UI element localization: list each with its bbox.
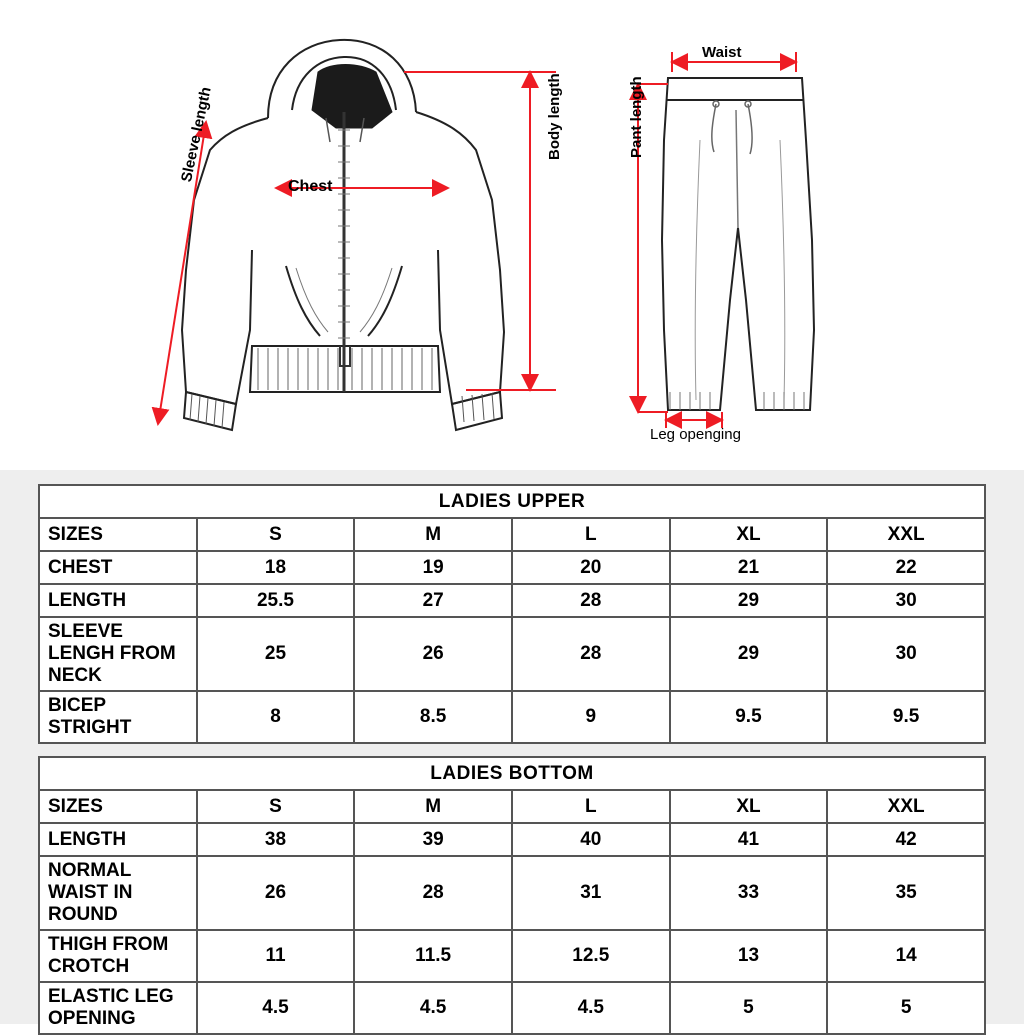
table-row bbox=[39, 691, 985, 743]
cell-bicep-m: 8.5 bbox=[354, 691, 512, 743]
table-title-row bbox=[39, 485, 985, 518]
row-label-waist: NORMAL WAIST IN ROUND bbox=[39, 856, 197, 930]
row-label-sleeve: SLEEVE LENGH FROM NECK bbox=[39, 617, 197, 691]
bottom-size-m: M bbox=[354, 790, 512, 823]
measurement-diagram bbox=[0, 0, 1024, 470]
ladies-upper-table bbox=[38, 484, 986, 744]
cell-bottom-length-s: 38 bbox=[197, 823, 355, 856]
upper-size-l: L bbox=[512, 518, 670, 551]
table-row bbox=[39, 584, 985, 617]
cell-bicep-s: 8 bbox=[197, 691, 355, 743]
cell-sleeve-xl: 29 bbox=[670, 617, 828, 691]
cell-elastic-xxl: 5 bbox=[827, 982, 985, 1034]
label-body-length: Body length bbox=[546, 73, 563, 160]
cell-chest-xxl: 22 bbox=[827, 551, 985, 584]
cell-bicep-l: 9 bbox=[512, 691, 670, 743]
upper-size-xl: XL bbox=[670, 518, 828, 551]
cell-bottom-length-xl: 41 bbox=[670, 823, 828, 856]
cell-length-m: 27 bbox=[354, 584, 512, 617]
cell-sleeve-xxl: 30 bbox=[827, 617, 985, 691]
cell-sleeve-s: 25 bbox=[197, 617, 355, 691]
bottom-size-xl: XL bbox=[670, 790, 828, 823]
row-label-length: LENGTH bbox=[39, 584, 197, 617]
table-row bbox=[39, 823, 985, 856]
cell-waist-l: 31 bbox=[512, 856, 670, 930]
upper-size-m: M bbox=[354, 518, 512, 551]
cell-chest-s: 18 bbox=[197, 551, 355, 584]
cell-elastic-xl: 5 bbox=[670, 982, 828, 1034]
cell-sleeve-l: 28 bbox=[512, 617, 670, 691]
cell-waist-m: 28 bbox=[354, 856, 512, 930]
cell-chest-xl: 21 bbox=[670, 551, 828, 584]
pants-illustration bbox=[662, 78, 814, 410]
cell-elastic-l: 4.5 bbox=[512, 982, 670, 1034]
cell-length-xxl: 30 bbox=[827, 584, 985, 617]
jacket-illustration bbox=[182, 40, 504, 430]
label-pant-length: Pant length bbox=[628, 76, 645, 158]
table-row bbox=[39, 856, 985, 930]
upper-size-xxl: XXL bbox=[827, 518, 985, 551]
row-label-bottom-length: LENGTH bbox=[39, 823, 197, 856]
bottom-size-xxl: XXL bbox=[827, 790, 985, 823]
size-chart-panel bbox=[0, 470, 1024, 1029]
cell-thigh-l: 12.5 bbox=[512, 930, 670, 982]
cell-thigh-xxl: 14 bbox=[827, 930, 985, 982]
cell-length-xl: 29 bbox=[670, 584, 828, 617]
cell-chest-m: 19 bbox=[354, 551, 512, 584]
bottom-size-l: L bbox=[512, 790, 670, 823]
upper-size-s: S bbox=[197, 518, 355, 551]
label-leg-opening: Leg openging bbox=[650, 426, 741, 443]
row-label-chest: CHEST bbox=[39, 551, 197, 584]
cell-sleeve-m: 26 bbox=[354, 617, 512, 691]
table-row bbox=[39, 930, 985, 982]
ladies-bottom-title: LADIES BOTTOM bbox=[39, 757, 985, 790]
cell-bicep-xl: 9.5 bbox=[670, 691, 828, 743]
label-waist: Waist bbox=[702, 44, 742, 61]
bottom-size-s: S bbox=[197, 790, 355, 823]
cell-length-l: 28 bbox=[512, 584, 670, 617]
cell-bottom-length-l: 40 bbox=[512, 823, 670, 856]
table-title-row bbox=[39, 757, 985, 790]
cell-length-s: 25.5 bbox=[197, 584, 355, 617]
cell-waist-xxl: 35 bbox=[827, 856, 985, 930]
cell-bottom-length-xxl: 42 bbox=[827, 823, 985, 856]
table-row bbox=[39, 551, 985, 584]
cell-chest-l: 20 bbox=[512, 551, 670, 584]
label-sleeve-length: Sleeve length bbox=[178, 85, 215, 184]
cell-waist-xl: 33 bbox=[670, 856, 828, 930]
cell-thigh-xl: 13 bbox=[670, 930, 828, 982]
cell-elastic-s: 4.5 bbox=[197, 982, 355, 1034]
label-chest: Chest bbox=[288, 178, 333, 195]
table-divider bbox=[38, 744, 986, 756]
cell-bicep-xxl: 9.5 bbox=[827, 691, 985, 743]
ladies-upper-title: LADIES UPPER bbox=[39, 485, 985, 518]
row-label-elastic-leg: ELASTIC LEG OPENING bbox=[39, 982, 197, 1034]
row-label-bicep: BICEP STRIGHT bbox=[39, 691, 197, 743]
table-row bbox=[39, 617, 985, 691]
row-label-thigh: THIGH FROM CROTCH bbox=[39, 930, 197, 982]
cell-bottom-length-m: 39 bbox=[354, 823, 512, 856]
ladies-bottom-table bbox=[38, 756, 986, 1035]
table-row bbox=[39, 982, 985, 1034]
table-header-row bbox=[39, 790, 985, 823]
diagram-svg bbox=[0, 0, 1024, 470]
cell-elastic-m: 4.5 bbox=[354, 982, 512, 1034]
table-header-row bbox=[39, 518, 985, 551]
cell-waist-s: 26 bbox=[197, 856, 355, 930]
cell-thigh-m: 11.5 bbox=[354, 930, 512, 982]
cell-thigh-s: 11 bbox=[197, 930, 355, 982]
bottom-sizes-header: SIZES bbox=[39, 790, 197, 823]
upper-sizes-header: SIZES bbox=[39, 518, 197, 551]
